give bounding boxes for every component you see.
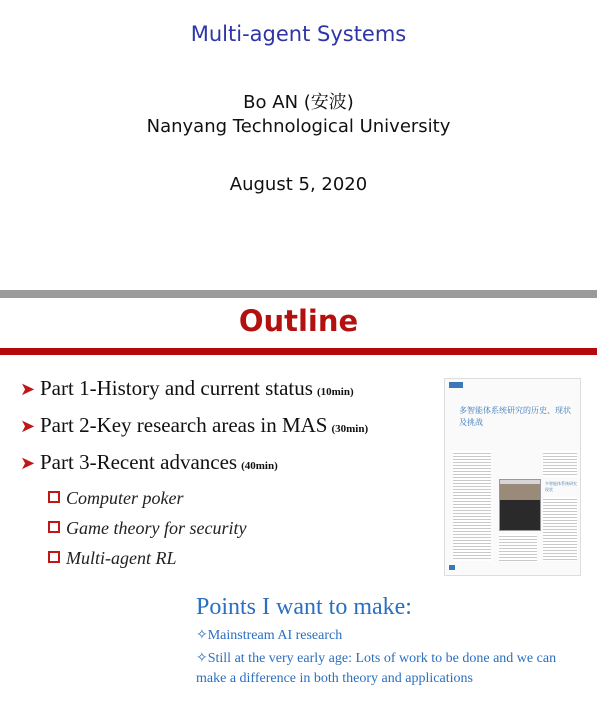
- outline-item-duration: (30min): [331, 423, 369, 435]
- outline-item-label: Part 2-Key research areas in MAS: [40, 413, 328, 437]
- sub-item-label: Multi-agent RL: [66, 548, 177, 568]
- article-text-column: [543, 451, 577, 477]
- article-thumbnail: [444, 378, 581, 576]
- article-text-column: [543, 497, 577, 561]
- article-text-column: [453, 451, 491, 561]
- outline-item-duration: (10min): [316, 386, 354, 398]
- outline-title: Outline: [238, 304, 359, 338]
- outline-item-duration: (40min): [241, 460, 278, 472]
- arrow-bullet-icon: ➤: [20, 379, 36, 399]
- sub-item: [48, 518, 246, 548]
- outline-item-label: Part 1-History and current status: [40, 376, 313, 400]
- article-title: 多智能体系统研究的历史、现状及挑战: [459, 406, 571, 427]
- sub-item-label: Game theory for security: [66, 518, 247, 538]
- outline-item-label: Part 3-Recent advances: [40, 450, 238, 474]
- sub-list: [48, 488, 246, 578]
- square-bullet-icon: [48, 551, 60, 563]
- outline-item: [20, 376, 368, 413]
- author-name: Bo AN (安波): [243, 92, 354, 113]
- square-bullet-icon: [48, 491, 60, 503]
- sub-item-label: Computer poker: [66, 488, 184, 508]
- author-photo: [499, 479, 541, 531]
- outline-slide: [0, 298, 597, 706]
- article-tag: [449, 382, 463, 388]
- affiliation: Nanyang Technological University: [146, 116, 451, 137]
- slide-divider: [0, 290, 597, 298]
- point-item: ✧Mainstream AI research: [196, 628, 343, 643]
- points-title: Points I want to make:: [196, 594, 412, 620]
- article-text-column: [499, 534, 537, 562]
- arrow-bullet-icon: ➤: [20, 416, 36, 436]
- presentation-title: Multi-agent Systems: [190, 22, 407, 46]
- sub-item: [48, 488, 246, 518]
- presentation-date: August 5, 2020: [229, 174, 368, 195]
- title-underline-bar: [0, 348, 597, 355]
- sub-item: [48, 548, 246, 578]
- article-page-marker: [449, 565, 455, 570]
- square-bullet-icon: [48, 521, 60, 533]
- article-subheading: 多智能体系统研究现状: [545, 481, 577, 492]
- point-item: ✧Still at the very early age: Lots of work to be done and we can make a difference in both theory and applications: [196, 651, 557, 686]
- title-slide: [0, 0, 597, 290]
- outline-item: [20, 450, 368, 487]
- outline-list: [20, 376, 368, 487]
- arrow-bullet-icon: ➤: [20, 453, 36, 473]
- outline-item: [20, 413, 368, 450]
